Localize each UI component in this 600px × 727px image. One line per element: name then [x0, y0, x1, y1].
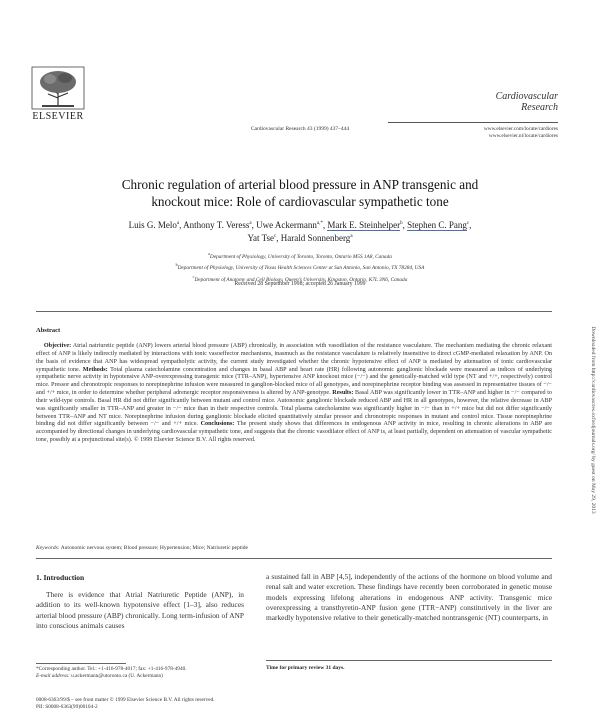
- copyright-line: 0008-6363/99/$ – see front matter © 1999 Elsevier Science B.V. All rights reserved.: [36, 697, 215, 703]
- section-heading: 1. Introduction: [36, 573, 85, 582]
- keywords-label: Keywords:: [36, 545, 60, 551]
- download-note-text[interactable]: Downloaded from http://cardiovascres.oxfordjournals.org/ by guest on May 29, 2013: [590, 326, 596, 514]
- abstract-label-methods: Methods:: [82, 366, 108, 373]
- download-note: [589, 270, 597, 570]
- author-name: Luis G. Melo: [128, 220, 177, 230]
- received-dates: Received 28 September 1998; accepted 26 January 1999: [234, 281, 366, 287]
- author-sup: c: [274, 234, 277, 239]
- author-name: Harald Sonnenberg: [280, 233, 351, 243]
- affiliation: $^b$Department of Physiology, University of Texas Health Sciences Center at San Antonio, San Antonio, TX 78284, USA: [175, 262, 425, 272]
- email-address: E-mail address: u.ackermann@utoronto.ca (U. Ackermann): [36, 673, 163, 679]
- footnote-rule: [36, 663, 126, 664]
- affiliation: $^a$Department of Physiology, University of Toronto, Toronto, Ontario M5S 1A8, Canada: [208, 251, 392, 260]
- abstract-divider: [36, 558, 552, 559]
- author-sup: a: [350, 234, 353, 239]
- pii-line: PII: S0008-6363(99)00104-2: [36, 704, 98, 710]
- publisher-logo: [28, 66, 88, 122]
- intro-right-column: a sustained fall in ABP [4,5], independently of the actions of the hormone on blood volume and renal salt and water excretion. These findings have recently been corroborated in genetic mouse models expressing lifelong alterations in endogenous ANP activity. Transgenic mice overexpressing a transthyretin-ANP fusion gene (TTR−ANP) constitutively in the liver are markedly hypotensive relative to their genetically-matched nontransgenic (NT) counterparts, in: [266, 572, 552, 623]
- author-list: Luis G. Melo$^a$, Anthony T. Veress$^a$, Uwe Ackermann$^{a,*}$, Mark E. Steinhelper$^b$, Stephen C. Pang$^c$, Yat Tse$^c$, Harald Sonnenberg$^a$: [128, 220, 472, 243]
- article-title-line1: Chronic regulation of arterial blood pressure in ANP transgenic and: [121, 177, 479, 192]
- keywords-list: Autonomic nervous system; Blood pressure; Hypertension; Mice; Natriuretic peptide: [59, 545, 248, 551]
- author-name-link[interactable]: Mark E. Steinhelper: [327, 220, 401, 230]
- corresponding-author: *Corresponding author. Tel.: +1-416-978-4017; fax: +1-416-978-4940.: [36, 666, 187, 672]
- journal-name-line1: Cardiovascular: [495, 91, 558, 102]
- author-sup: a: [176, 221, 180, 226]
- author-sup: c: [466, 221, 470, 226]
- corresponding-footnote: [36, 666, 246, 680]
- review-time-note: Time for primary review 31 days.: [266, 665, 345, 671]
- journal-name: [496, 91, 558, 113]
- author-name: Uwe Ackermann: [256, 220, 317, 230]
- journal-citation: Cardiovascular Research 43 (1999) 437–444: [250, 126, 350, 132]
- journal-rule: [388, 122, 558, 123]
- article-title-line2: knockout mice: Role of cardiovascular sympathetic tone: [151, 194, 449, 209]
- legal-footer: [36, 697, 215, 711]
- keywords: [36, 545, 248, 551]
- abstract-heading: Abstract: [36, 327, 61, 334]
- journal-name-line2: Research: [521, 102, 558, 113]
- author-sup: a: [249, 221, 252, 226]
- web-link-com[interactable]: www.elsevier.com/locate/cardiores: [483, 126, 558, 132]
- author-sup: b: [400, 221, 403, 226]
- right-column-rule: [266, 660, 552, 661]
- author-name: Anthony T. Veress: [183, 220, 250, 230]
- abstract-label-objective: Objective:: [43, 343, 72, 349]
- journal-web-links: [484, 126, 558, 140]
- abstract-body: Objective: Atrial natriuretic peptide (ANP) lowers arterial blood pressure (ABP) chronically, in association with vasodilation of the resistance vasculature. The mechanism mediating the chronic relaxant effect of ANP is likely indirectly mediated by interactions with tonic vasoeffector mechanisms, inasmuch as the resistance vasculature is relatively insensitive to direct cGMP-mediated relaxation by ANP. On the basis of evidence that ANP has widespread sympatholytic activity, the current study investigated whether the chronic hypotensive effect of ANP is mediated by attenuation of tonic cardiovascular sympathetic tone. Methods: Total plasma catecholamine concentration and changes in basal ABP and heart rate (HR) following autonomic ganglionic blockade were measured as indices of underlying sympathetic nerve activity in hypotensive ANP-overexpressing transgenic mice (TTR–ANP), hypertensive ANP knockout mice (−/−) and the genetically-matched wild type (NT and +/+, respectively) control mice. Pressor and chronotropic responses to norepinephrine infusion were measured in ganglion-blocked mice of all genotypes, and norepinephrine receptor binding was assessed in representative tissues of −/− and +/+ mice, in order to determine whether peripheral adrenergic receptor responsiveness is altered by ANP-genotype. Results: Basal ABP was significantly lower in TTR–ANP and higher in −/− compared to their wild-type controls. Basal HR did not differ significantly between mutant and control mice. Autonomic ganglionic blockade reduced ABP and HR in all genotypes, however, the relative decrease in ABP was significantly smaller in TTR–ANP and greater in −/− mice than in their respective controls. Total plasma catecholamine was significantly higher in −/− than in +/+ mice but did not differ significantly between TTR–ANP and NT mice. Norepinephrine infusion during ganglionic blockade elicited quantitatively similar pressor and chronotropic responses in mutant and control mice. Tissue norepinephrine binding did not differ significantly between −/− and +/+ mice. Conclusions: The present study shows that differences in endogenous ANP activity in mice, resulting in chronic alterations in ABP are accompanied by directional changes in underlying cardiovascular sympathetic tone, and suggests that the chronic vasodilator effect of ANP is, at least partially, dependent on attenuation of vascular sympathetic tone, possibly at a prejunctional site(s). © 1999 Elsevier Science B.V. All rights reserved.: [36, 343, 553, 444]
- header-divider: [36, 311, 552, 312]
- affiliation: $^c$Department of Anatomy and Cell Biology, Queen’s University, Kingston, Ontario, K7L 3N6, Canada: [192, 273, 408, 283]
- web-link-nl[interactable]: www.elsevier.nl/locate/cardiores: [488, 133, 558, 139]
- abstract-label-conclusions: Conclusions:: [200, 421, 235, 428]
- tree-emblem-icon: [28, 66, 88, 110]
- publisher-name: ELSEVIER: [32, 111, 84, 122]
- author-name: Yat Tse: [247, 233, 274, 243]
- author-sup: a,*: [316, 221, 323, 226]
- author-name-link[interactable]: Stephen C. Pang: [407, 220, 467, 230]
- affiliations: [40, 250, 560, 284]
- intro-left-column: There is evidence that Atrial Natriuretic Peptide (ANP), in addition to its well-known hypotensive effect [1–3], also reduces arterial blood pressure (ABP) chronically. Long term-infusion of ANP into conscious animals causes: [36, 590, 244, 630]
- abstract-label-results: Results:: [332, 390, 354, 397]
- article-title: [40, 176, 560, 210]
